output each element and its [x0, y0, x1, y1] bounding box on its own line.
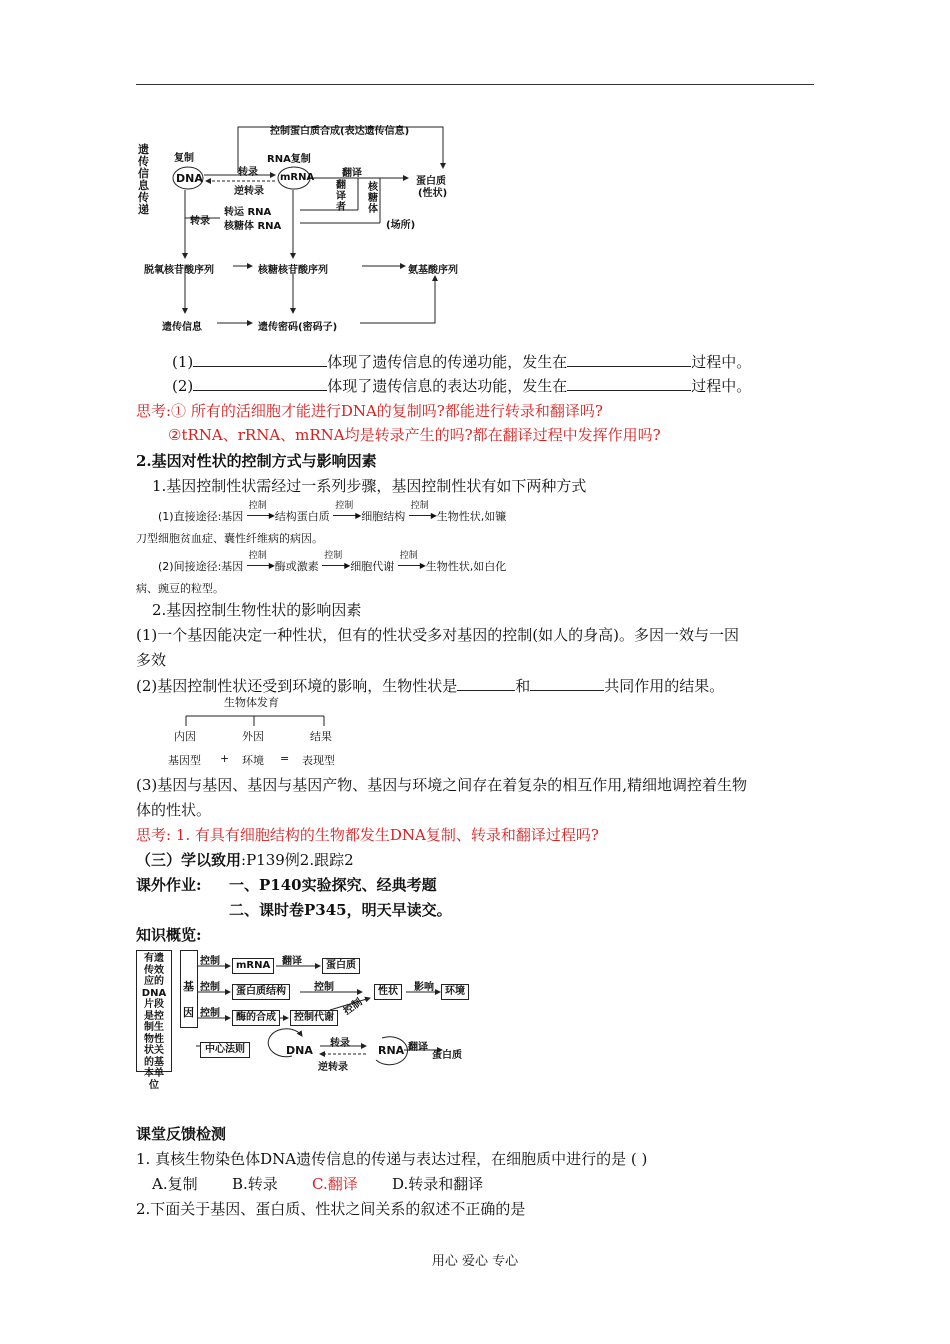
ov-ctrl-5: 控制 [200, 1008, 220, 1019]
direct-arrow-2: 控制 ▶ [333, 500, 361, 524]
ov-trait: 性状 [374, 984, 402, 1000]
overview-gene-text: 基因 [183, 980, 194, 1019]
replication-label: 复制 [174, 153, 194, 164]
direct-n3: 生物性状,如镰 [436, 510, 507, 523]
direct-arrow-3: 控制 ▶ [409, 500, 437, 524]
direct-ctrl-1: 控制 [248, 501, 267, 511]
trna-label: 转运 RNA [224, 207, 272, 218]
think2: 思考: 1. 有具有细胞结构的生物都发生DNA复制、转录和翻译过程吗? [136, 826, 599, 844]
dev-outer: 外因 [242, 730, 264, 743]
translator-label: 翻译者 [336, 180, 346, 213]
ov-ctrl-2: 控制 [200, 982, 220, 993]
q1-blank-b[interactable] [567, 352, 691, 367]
ribo-seq-label: 核糖核苷酸序列 [258, 265, 328, 276]
think1-line2: ②tRNA、rRNA、mRNA均是转录产生的吗?都在翻译过程中发挥作用吗? [168, 426, 661, 444]
q1-prefix: (1) [172, 353, 194, 371]
genetic-info-label: 遗传信息 [162, 322, 202, 333]
indirect-cont: 病、豌豆的粒型。 [136, 582, 224, 595]
overview-left-text: 有遗传效应的DNA片段是控制生物性状关的基本单位 [141, 953, 167, 1091]
think1-line1: 思考:① 所有的活细胞才能进行DNA的复制吗?都能进行转录和翻译吗? [136, 402, 603, 420]
overview-title: 知识概览: [136, 926, 202, 944]
ov-mrna: mRNA [232, 958, 274, 974]
indirect-arrow-2: 控制 ▶ [322, 550, 350, 574]
apply-label: （三）学以致用 [136, 851, 242, 869]
ov-env: 环境 [441, 984, 469, 1000]
header-rule [136, 84, 814, 85]
homework-label: 课外作业: [136, 876, 202, 894]
ov-ctrl-3: 控制 [314, 982, 334, 993]
section2-p2: 2.基因控制生物性状的影响因素 [152, 601, 362, 619]
dev-result: 结果 [310, 730, 332, 743]
indirect-arrow-1: 控制 ▶ [247, 550, 275, 574]
ov-rna: RNA [378, 1044, 405, 1057]
direct-n1: 结构蛋白质 [274, 510, 330, 523]
feedback-title: 课堂反馈检测 [136, 1125, 227, 1143]
ov-ctrl-4: 控制 [341, 996, 365, 1018]
dev-phenotype: 表现型 [302, 754, 335, 767]
q2-middle: 体现了遗传信息的表达功能，发生在 [327, 377, 568, 395]
ribosome-label: 核糖体 [368, 182, 378, 215]
rna-replication-label: RNA复制 [267, 154, 311, 165]
rrna-label: 核糖体 RNA [224, 221, 282, 232]
overview-diagram [134, 946, 474, 1091]
indirect-arrow-3: 控制 ▶ [398, 550, 426, 574]
dev-top: 生物体发育 [224, 696, 279, 709]
p4-and: 和 [515, 677, 531, 695]
section2-p3b: 多效 [136, 651, 167, 669]
homework-item2: 二、课时卷P345，明天早读交。 [229, 901, 452, 919]
indirect-ctrl-2: 控制 [324, 551, 343, 561]
ov-protein-struct: 蛋白质结构 [232, 984, 290, 1000]
section2-heading: 2.基因对性状的控制方式与影响因素 [136, 452, 377, 470]
feedback-q2: 2.下面关于基因、蛋白质、性状之间关系的叙述不正确的是 [136, 1200, 526, 1218]
ov-reverse: 逆转录 [318, 1062, 348, 1073]
dev-inner: 内因 [174, 730, 196, 743]
ov-central: 中心法则 [200, 1042, 250, 1058]
option-b[interactable]: B.转录 [232, 1175, 278, 1193]
direct-n2: 细胞结构 [361, 510, 406, 523]
genetic-info-flow-diagram [130, 118, 470, 336]
direct-label: (1)直接途径:基因 [158, 510, 244, 523]
dev-plus: + [220, 752, 230, 765]
q1-middle: 体现了遗传信息的传递功能，发生在 [327, 353, 568, 371]
q2-suffix: 过程中。 [691, 377, 752, 395]
apply-line [136, 850, 354, 870]
mrna-label: mRNA [280, 172, 315, 183]
p4-prefix: (2)基因控制性状还受到环境的影响，生物性状是 [136, 677, 458, 695]
development-diagram [166, 694, 346, 768]
dev-genotype: 基因型 [168, 754, 201, 767]
ov-dna: DNA [286, 1044, 313, 1057]
section2-p3a: (1)一个基因能决定一种性状，但有的性状受多对基因的控制(如人的身高)。多因一效与一因 [136, 626, 739, 644]
section2-p4 [136, 676, 724, 696]
ov-influence: 影响 [414, 982, 434, 993]
dna-label: DNA [176, 172, 203, 185]
ov-translation: 翻译 [282, 956, 302, 967]
reverse-transcription-label: 逆转录 [234, 186, 264, 197]
direct-cont: 刀型细胞贫血症、囊性纤维病的病因。 [136, 532, 323, 545]
footer: 用心 爱心 专心 [431, 1254, 519, 1269]
transcription2-label: 转录 [190, 216, 210, 227]
protein-label: 蛋白质 [416, 176, 446, 187]
indirect-n3: 生物性状,如白化 [425, 560, 507, 573]
option-a[interactable]: A.复制 [152, 1175, 198, 1193]
direct-pathway [158, 500, 506, 528]
deoxy-seq-label: 脱氧核苷酸序列 [144, 265, 214, 276]
p4-suffix: 共同作用的结果。 [604, 677, 725, 695]
indirect-label: (2)间接途径:基因 [158, 560, 244, 573]
direct-arrow-1: 控制 ▶ [247, 500, 275, 524]
ov-enzyme: 酶的合成 [232, 1010, 280, 1026]
trait-label: (性状) [418, 188, 448, 199]
transcription-label: 转录 [238, 167, 258, 178]
indirect-n2: 细胞代谢 [350, 560, 395, 573]
homework-item1: 一、P140实验探究、经典考题 [229, 876, 437, 894]
translation-label: 翻译 [342, 168, 362, 179]
direct-ctrl-3: 控制 [410, 501, 429, 511]
ov-transcription: 转录 [330, 1038, 350, 1049]
option-c[interactable]: C.翻译 [312, 1175, 358, 1193]
p4-blank-a[interactable] [457, 676, 515, 691]
q1-suffix: 过程中。 [691, 353, 752, 371]
direct-ctrl-2: 控制 [335, 501, 354, 511]
ov-metabolism: 控制代谢 [290, 1010, 338, 1026]
option-d[interactable]: D.转录和翻译 [392, 1175, 484, 1193]
apply-text: :P139例2.跟踪2 [241, 851, 354, 869]
fill-question-1 [172, 352, 751, 372]
feedback-q1: 1. 真核生物染色体DNA遗传信息的传递与表达过程，在细胞质中进行的是 ( ) [136, 1150, 648, 1168]
indirect-ctrl-1: 控制 [248, 551, 267, 561]
dev-eq: = [280, 752, 290, 765]
top-label: 控制蛋白质合成(表达遗传信息) [270, 126, 410, 137]
site-label: (场所) [386, 220, 416, 231]
ov-protein: 蛋白质 [322, 958, 360, 974]
section2-p5a: (3)基因与基因、基因与基因产物、基因与环境之间存在着复杂的相互作用,精细地调控着生物 [136, 776, 748, 794]
p4-blank-b[interactable] [530, 676, 604, 691]
indirect-ctrl-3: 控制 [399, 551, 418, 561]
vertical-label: 遗传信息传递 [138, 143, 149, 216]
q2-blank-b[interactable] [567, 376, 691, 391]
q2-prefix: (2) [172, 377, 194, 395]
section2-p5b: 体的性状。 [136, 801, 212, 819]
indirect-pathway [158, 550, 506, 578]
genetic-code-label: 遗传密码(密码子) [258, 322, 338, 333]
feedback-options [152, 1174, 483, 1194]
section2-p1: 1.基因控制性状需经过一系列步骤，基因控制性状有如下两种方式 [152, 477, 587, 495]
ov-protein2: 蛋白质 [432, 1050, 462, 1061]
ov-translation2: 翻译 [408, 1042, 428, 1053]
amino-seq-label: 氨基酸序列 [408, 265, 458, 276]
fill-question-2 [172, 376, 751, 396]
ov-ctrl-1: 控制 [200, 956, 220, 967]
q1-blank-a[interactable] [193, 352, 327, 367]
indirect-n1: 酶或激素 [274, 560, 319, 573]
dev-env: 环境 [242, 754, 264, 767]
q2-blank-a[interactable] [193, 376, 327, 391]
